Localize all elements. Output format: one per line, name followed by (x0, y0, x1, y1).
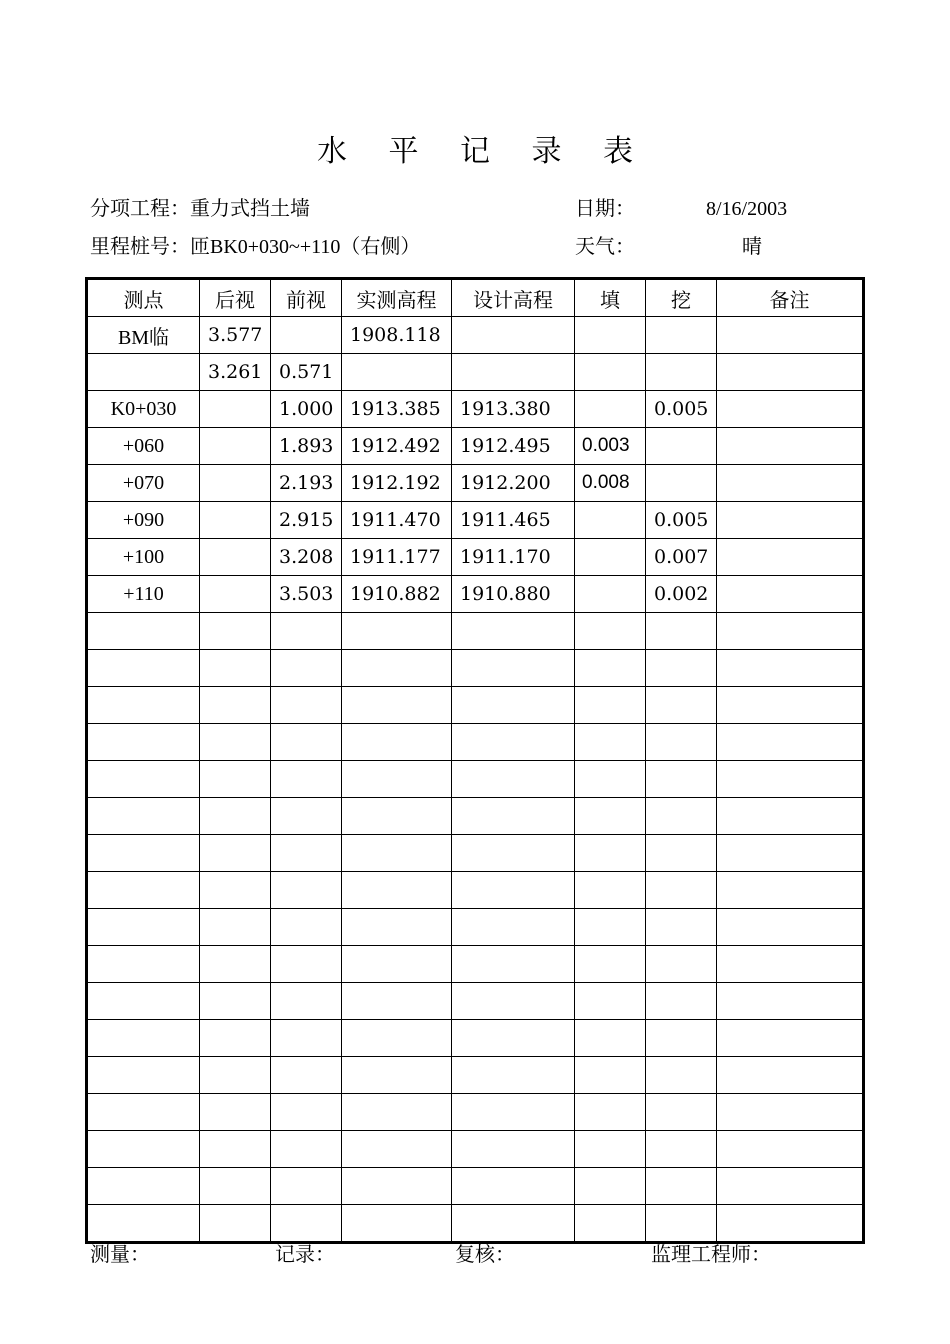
remarks-cell (717, 761, 864, 798)
remarks-cell (717, 391, 864, 428)
project-label: 分项工程： (90, 198, 190, 220)
backsight-cell: 3.261 (200, 354, 271, 391)
date-label: 日期： (575, 198, 635, 220)
table-row (87, 983, 864, 1020)
backsight-cell (200, 687, 271, 724)
design-elevation-cell (452, 354, 575, 391)
table-header-row (87, 279, 864, 317)
design-elevation-cell: 1912.200 (452, 465, 575, 502)
foresight-cell (271, 650, 342, 687)
table-row (87, 872, 864, 909)
design-elevation-cell (452, 650, 575, 687)
table-row (87, 1131, 864, 1168)
remarks-cell (717, 613, 864, 650)
measured-elevation-cell (342, 946, 452, 983)
design-elevation-cell (452, 1131, 575, 1168)
backsight-cell (200, 1057, 271, 1094)
design-elevation-cell (452, 1020, 575, 1057)
fill-cell (575, 872, 646, 909)
remarks-cell (717, 872, 864, 909)
backsight-cell (200, 1094, 271, 1131)
table-row (87, 1205, 864, 1243)
remarks-cell (717, 650, 864, 687)
station-value: 匝BK0+030~+110（右侧） (190, 236, 421, 258)
foresight-cell: 3.208 (271, 539, 342, 576)
column-header: 备注 (717, 279, 864, 317)
station-cell (87, 983, 200, 1020)
fill-cell (575, 724, 646, 761)
cut-cell (646, 354, 717, 391)
foresight-cell (271, 872, 342, 909)
remarks-cell (717, 1131, 864, 1168)
backsight-cell (200, 465, 271, 502)
project-field (90, 196, 310, 222)
foresight-cell (271, 1057, 342, 1094)
measured-elevation-cell: 1911.177 (342, 539, 452, 576)
design-elevation-cell (452, 798, 575, 835)
fill-cell (575, 761, 646, 798)
remarks-cell (717, 1020, 864, 1057)
backsight-cell (200, 1168, 271, 1205)
remarks-cell (717, 909, 864, 946)
remarks-cell (717, 502, 864, 539)
measured-elevation-cell (342, 354, 452, 391)
page-title: 水 平 记 录 表 (317, 135, 650, 168)
foresight-cell (271, 687, 342, 724)
foresight-cell (271, 1131, 342, 1168)
fill-cell (575, 650, 646, 687)
cut-cell (646, 1205, 717, 1243)
foresight-cell (271, 983, 342, 1020)
station-cell (87, 1057, 200, 1094)
remarks-cell (717, 1057, 864, 1094)
measured-elevation-cell (342, 1205, 452, 1243)
fill-cell (575, 613, 646, 650)
cut-cell (646, 946, 717, 983)
station-label: 里程桩号： (90, 236, 190, 258)
foresight-cell (271, 724, 342, 761)
station-cell: BM临 (87, 317, 200, 354)
backsight-cell (200, 391, 271, 428)
date-value: 8/16/2003 (706, 198, 788, 220)
measured-elevation-cell (342, 1020, 452, 1057)
remarks-cell (717, 983, 864, 1020)
design-elevation-cell (452, 983, 575, 1020)
fill-cell (575, 354, 646, 391)
station-cell (87, 650, 200, 687)
measured-elevation-cell (342, 1131, 452, 1168)
measured-elevation-cell (342, 1168, 452, 1205)
station-cell (87, 1131, 200, 1168)
foresight-cell (271, 317, 342, 354)
foresight-cell (271, 613, 342, 650)
design-elevation-cell (452, 1168, 575, 1205)
foresight-cell (271, 1020, 342, 1057)
backsight-cell (200, 872, 271, 909)
fill-cell (575, 539, 646, 576)
project-value: 重力式挡土墙 (190, 198, 310, 220)
remarks-cell (717, 798, 864, 835)
foresight-cell (271, 835, 342, 872)
station-cell: +100 (87, 539, 200, 576)
column-header: 后视 (200, 279, 271, 317)
backsight-cell (200, 724, 271, 761)
station-cell (87, 1094, 200, 1131)
remarks-cell (717, 1168, 864, 1205)
fill-cell: 0.008 (575, 465, 646, 502)
design-elevation-cell (452, 1205, 575, 1243)
backsight-cell (200, 613, 271, 650)
remarks-cell (717, 428, 864, 465)
cut-cell (646, 613, 717, 650)
backsight-cell (200, 539, 271, 576)
design-elevation-cell: 1913.380 (452, 391, 575, 428)
weather-value: 晴 (742, 236, 762, 258)
measured-elevation-cell: 1913.385 (342, 391, 452, 428)
table-row (87, 502, 864, 539)
measured-elevation-cell: 1908.118 (342, 317, 452, 354)
measured-elevation-cell (342, 872, 452, 909)
measured-elevation-cell (342, 650, 452, 687)
cut-cell (646, 650, 717, 687)
fill-cell (575, 909, 646, 946)
measured-elevation-cell (342, 687, 452, 724)
cut-cell (646, 1094, 717, 1131)
backsight-cell (200, 761, 271, 798)
table-row (87, 946, 864, 983)
cut-cell (646, 983, 717, 1020)
fill-cell (575, 502, 646, 539)
measured-elevation-cell: 1910.882 (342, 576, 452, 613)
table-row (87, 576, 864, 613)
column-header: 前视 (271, 279, 342, 317)
cut-cell (646, 872, 717, 909)
remarks-cell (717, 317, 864, 354)
foresight-cell: 3.503 (271, 576, 342, 613)
station-cell (87, 872, 200, 909)
cut-cell (646, 724, 717, 761)
table-row (87, 798, 864, 835)
table-row (87, 761, 864, 798)
fill-cell (575, 317, 646, 354)
measured-elevation-cell (342, 1057, 452, 1094)
cut-cell (646, 687, 717, 724)
design-elevation-cell: 1910.880 (452, 576, 575, 613)
foresight-cell (271, 1205, 342, 1243)
station-cell (87, 761, 200, 798)
measured-elevation-cell (342, 1094, 452, 1131)
foresight-cell (271, 1168, 342, 1205)
fill-cell (575, 946, 646, 983)
cut-cell (646, 1057, 717, 1094)
measured-elevation-cell: 1912.492 (342, 428, 452, 465)
cut-cell (646, 798, 717, 835)
fill-cell (575, 983, 646, 1020)
backsight-cell (200, 983, 271, 1020)
measured-elevation-cell: 1911.470 (342, 502, 452, 539)
measured-elevation-cell: 1912.192 (342, 465, 452, 502)
fill-cell (575, 798, 646, 835)
measured-elevation-cell (342, 724, 452, 761)
fill-cell: 0.003 (575, 428, 646, 465)
station-cell (87, 613, 200, 650)
backsight-cell (200, 428, 271, 465)
station-cell: +110 (87, 576, 200, 613)
design-elevation-cell (452, 761, 575, 798)
station-cell (87, 909, 200, 946)
table-row (87, 354, 864, 391)
station-cell: +090 (87, 502, 200, 539)
station-cell (87, 354, 200, 391)
table-row (87, 835, 864, 872)
design-elevation-cell (452, 946, 575, 983)
design-elevation-cell (452, 872, 575, 909)
table-row (87, 724, 864, 761)
cut-cell (646, 317, 717, 354)
station-cell (87, 798, 200, 835)
measured-elevation-cell (342, 798, 452, 835)
remarks-cell (717, 835, 864, 872)
fill-cell (575, 391, 646, 428)
table-row (87, 650, 864, 687)
station-field (90, 234, 420, 260)
measured-elevation-cell (342, 983, 452, 1020)
level-record-table (85, 277, 865, 1244)
design-elevation-cell: 1911.465 (452, 502, 575, 539)
weather-label: 天气： (575, 236, 635, 258)
table-row (87, 465, 864, 502)
backsight-cell (200, 909, 271, 946)
table-row (87, 613, 864, 650)
review-label: 复核： (455, 1244, 515, 1266)
fill-cell (575, 835, 646, 872)
backsight-cell (200, 1131, 271, 1168)
measured-elevation-cell (342, 835, 452, 872)
backsight-cell (200, 835, 271, 872)
column-header: 挖 (646, 279, 717, 317)
cut-cell (646, 835, 717, 872)
backsight-cell (200, 798, 271, 835)
remarks-cell (717, 724, 864, 761)
fill-cell (575, 1057, 646, 1094)
design-elevation-cell (452, 1057, 575, 1094)
station-cell (87, 1205, 200, 1243)
fill-cell (575, 576, 646, 613)
station-cell: K0+030 (87, 391, 200, 428)
design-elevation-cell (452, 724, 575, 761)
table-row (87, 539, 864, 576)
cut-cell (646, 1168, 717, 1205)
foresight-cell: 1.000 (271, 391, 342, 428)
remarks-cell (717, 946, 864, 983)
remarks-cell (717, 539, 864, 576)
design-elevation-cell: 1912.495 (452, 428, 575, 465)
table-row (87, 317, 864, 354)
fill-cell (575, 1094, 646, 1131)
remarks-cell (717, 1205, 864, 1243)
remarks-cell (717, 354, 864, 391)
design-elevation-cell (452, 317, 575, 354)
foresight-cell (271, 798, 342, 835)
cut-cell: 0.007 (646, 539, 717, 576)
column-header: 填 (575, 279, 646, 317)
station-cell (87, 1020, 200, 1057)
remarks-cell (717, 576, 864, 613)
cut-cell (646, 428, 717, 465)
remarks-cell (717, 465, 864, 502)
remarks-cell (717, 687, 864, 724)
station-cell: +070 (87, 465, 200, 502)
foresight-cell (271, 909, 342, 946)
foresight-cell: 0.571 (271, 354, 342, 391)
table-row (87, 1020, 864, 1057)
fill-cell (575, 687, 646, 724)
foresight-cell: 2.915 (271, 502, 342, 539)
station-cell (87, 835, 200, 872)
station-cell: +060 (87, 428, 200, 465)
backsight-cell (200, 1020, 271, 1057)
foresight-cell: 2.193 (271, 465, 342, 502)
table-row (87, 909, 864, 946)
measured-elevation-cell (342, 909, 452, 946)
measured-elevation-cell (342, 613, 452, 650)
backsight-cell (200, 1205, 271, 1243)
backsight-cell (200, 576, 271, 613)
design-elevation-cell (452, 909, 575, 946)
backsight-cell (200, 946, 271, 983)
cut-cell: 0.002 (646, 576, 717, 613)
foresight-cell (271, 946, 342, 983)
foresight-cell (271, 1094, 342, 1131)
design-elevation-cell (452, 687, 575, 724)
column-header: 设计高程 (452, 279, 575, 317)
table-row (87, 391, 864, 428)
remarks-cell (717, 1094, 864, 1131)
backsight-cell (200, 502, 271, 539)
table-row (87, 1057, 864, 1094)
fill-cell (575, 1131, 646, 1168)
table-row (87, 687, 864, 724)
design-elevation-cell (452, 613, 575, 650)
design-elevation-cell: 1911.170 (452, 539, 575, 576)
cut-cell (646, 909, 717, 946)
foresight-cell: 1.893 (271, 428, 342, 465)
design-elevation-cell (452, 835, 575, 872)
column-header: 实测高程 (342, 279, 452, 317)
record-label: 记录： (275, 1244, 335, 1266)
cut-cell: 0.005 (646, 391, 717, 428)
fill-cell (575, 1168, 646, 1205)
measured-elevation-cell (342, 761, 452, 798)
station-cell (87, 946, 200, 983)
table-row (87, 428, 864, 465)
design-elevation-cell (452, 1094, 575, 1131)
foresight-cell (271, 761, 342, 798)
station-cell (87, 724, 200, 761)
cut-cell (646, 761, 717, 798)
table-row (87, 1168, 864, 1205)
cut-cell: 0.005 (646, 502, 717, 539)
supervisor-label: 监理工程师： (651, 1244, 771, 1266)
station-cell (87, 1168, 200, 1205)
station-cell (87, 687, 200, 724)
column-header: 测点 (87, 279, 200, 317)
table-row (87, 1094, 864, 1131)
fill-cell (575, 1020, 646, 1057)
survey-label: 测量： (90, 1244, 150, 1266)
backsight-cell (200, 650, 271, 687)
backsight-cell: 3.577 (200, 317, 271, 354)
cut-cell (646, 1131, 717, 1168)
cut-cell (646, 465, 717, 502)
fill-cell (575, 1205, 646, 1243)
cut-cell (646, 1020, 717, 1057)
